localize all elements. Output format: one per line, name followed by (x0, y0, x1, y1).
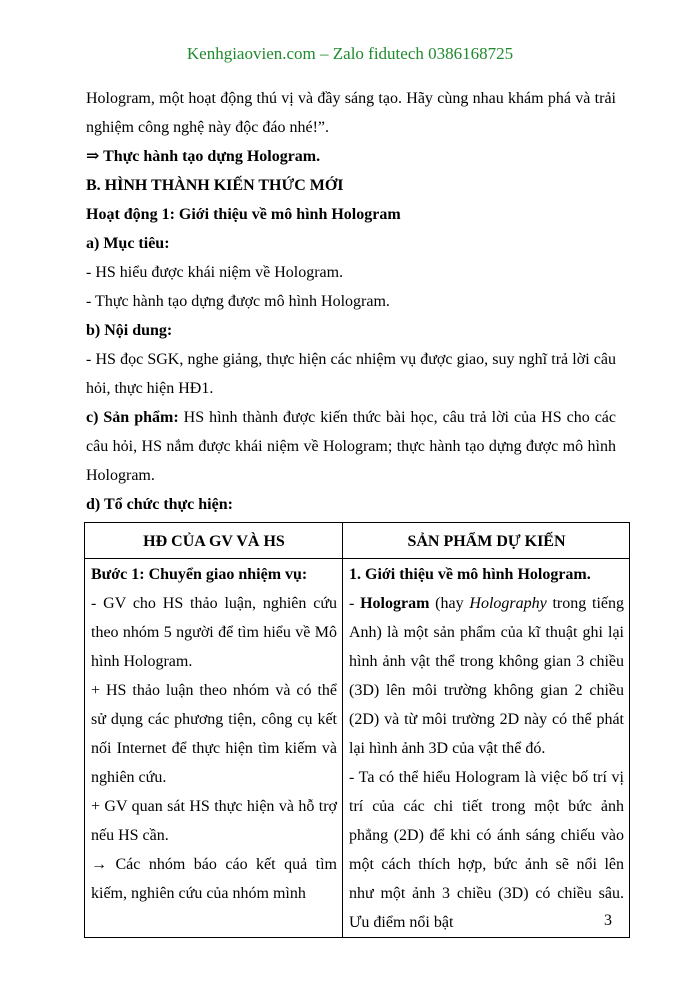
table-header-product: SẢN PHẨM DỰ KIẾN (343, 523, 630, 559)
step-paragraph: + HS thảo luận theo nhóm và có thể sử dụng các phương tiện, công cụ kết nối Internet để thực hiện tìm kiếm và nghiên cứu. (91, 682, 337, 786)
organize-heading: d) Tổ chức thực hiện: (86, 496, 233, 513)
product-heading: c) Sản phẩm: (86, 409, 179, 426)
arrow-line: ⇒ Thực hành tạo dựng Hologram. (86, 148, 321, 165)
section-heading: B. HÌNH THÀNH KIẾN THỨC MỚI (86, 177, 344, 194)
teacher-student-activity-cell (85, 559, 343, 938)
table-row (85, 559, 630, 938)
intro-paragraph: Hologram, một hoạt động thú vị và đầy sáng tạo. Hãy cùng nhau khám phá và trải nghiệm công nghệ này độc đáo nhé!”. (86, 90, 616, 136)
term-hologram: Hologram (360, 595, 430, 612)
product-text: HS hình thành được kiến thức bài học, câu trả lời của HS cho các câu hỏi, HS nắm được khái niệm về Hologram; thực hành tạo dựng được mô hình Hologram. (86, 409, 616, 484)
objective-heading: a) Mục tiêu: (86, 235, 170, 252)
document-body (86, 84, 625, 938)
bullet-dash: - (349, 595, 361, 612)
objective-item: - Thực hành tạo dựng được mô hình Hologram. (86, 293, 390, 310)
term-holography: Holography (469, 595, 547, 612)
header-site: Kenhgiaovien.com (186, 44, 316, 63)
table-header-row (85, 523, 630, 559)
table-header-activity: HĐ CỦA GV VÀ HS (85, 523, 343, 559)
page-number: 3 (604, 912, 612, 929)
objective-item: - HS hiểu được khái niệm về Hologram. (86, 264, 344, 281)
activity-table (84, 522, 630, 938)
expected-product-cell (343, 559, 630, 938)
hologram-explanation: - Ta có thể hiểu Hologram là việc bố trí vị trí của các chi tiết trong một bức ảnh phẳng (2D) để khi có ánh sáng chiếu vào một cách thích hợp, bức ảnh sẽ nổi lên như một ảnh 3 chiều (3D) có chiều sâu. Ưu điểm nổi bật (349, 769, 624, 931)
content-heading: b) Nội dung: (86, 322, 173, 339)
step-paragraph: + GV quan sát HS thực hiện và hỗ trợ nếu HS cần. (91, 798, 337, 844)
step-paragraph: - GV cho HS thảo luận, nghiên cứu theo nhóm 5 người để tìm hiểu về Mô hình Hologram. (91, 595, 337, 670)
definition-text: (hay (429, 595, 470, 612)
content-text: - HS đọc SGK, nghe giảng, thực hiện các nhiệm vụ được giao, suy nghĩ trả lời câu hỏi, thực hiện HĐ1. (86, 351, 616, 397)
product-paragraph (86, 403, 616, 490)
hologram-definition (349, 589, 624, 763)
step-title: Bước 1: Chuyển giao nhiệm vụ: (91, 566, 308, 583)
step-paragraph: → Các nhóm báo cáo kết quả tìm kiếm, nghiên cứu của nhóm mình (91, 856, 337, 902)
activity-title: Hoạt động 1: Giới thiệu về mô hình Hologram (86, 206, 401, 223)
page-header (0, 44, 700, 64)
product-section-title: 1. Giới thiệu về mô hình Hologram. (349, 566, 591, 583)
header-contact: Zalo fidutech 0386168725 (332, 44, 514, 63)
definition-text: trong tiếng Anh) là một sản phẩm của kĩ thuật ghi lại hình ảnh vật thể trong không gian 3 chiều (3D) lên môi trường không gian 2 chiều (2D) và từ môi trường 2D này có thể phát lại hình ảnh 3D của vật thể đó. (349, 595, 625, 757)
header-separator: – (315, 44, 333, 63)
